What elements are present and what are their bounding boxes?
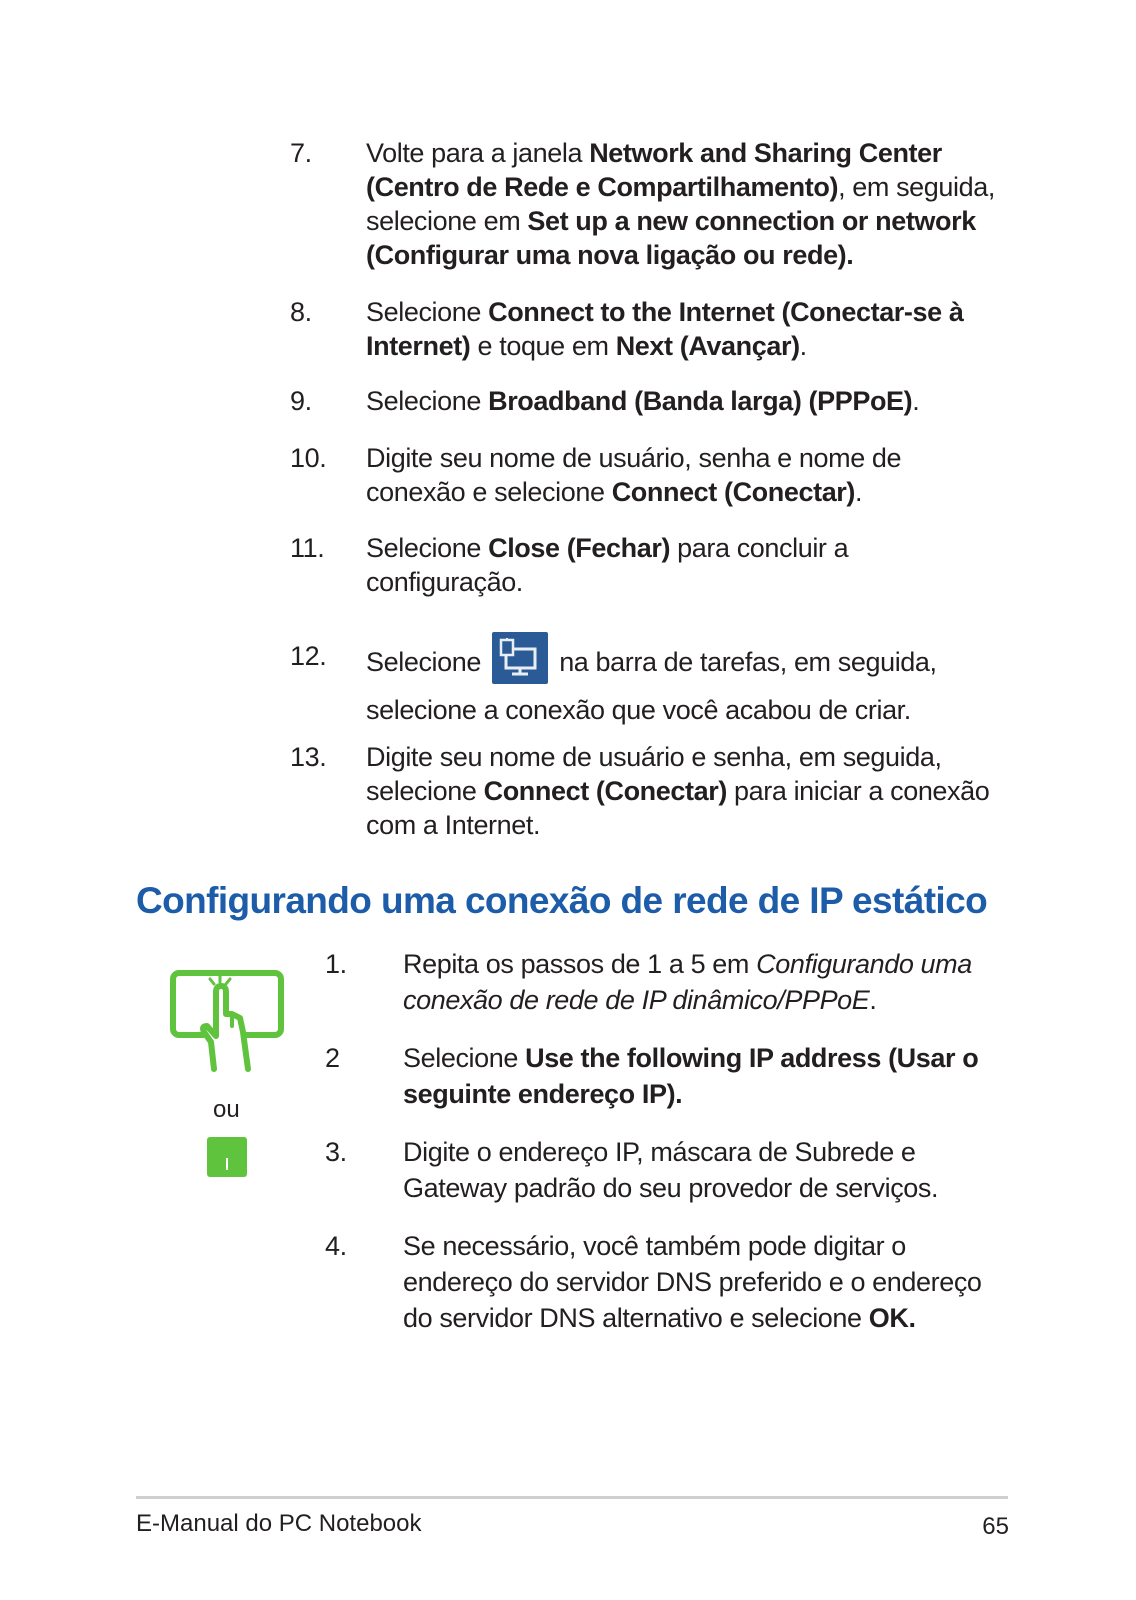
text-run: Selecione xyxy=(366,386,489,416)
bold-text: Use the following IP address (Usar o seguinte endereço IP). xyxy=(403,1043,979,1109)
step-text xyxy=(366,136,1006,272)
network-taskbar-icon xyxy=(492,632,548,684)
text-run: Digite seu nome de usuário, senha e nome de conexão e selecione xyxy=(366,443,902,507)
tap-touchscreen-icon xyxy=(170,970,286,1074)
bold-text: Connect (Conectar) xyxy=(611,477,856,507)
bold-text: Connect (Conectar) xyxy=(483,776,727,806)
bold-text: Network and Sharing Center (Centro de Rede e Compartilhamento) xyxy=(366,138,942,202)
step-text xyxy=(366,531,1006,599)
enter-key-icon xyxy=(207,1137,247,1177)
italic-text: Configurando uma conexão de rede de IP dinâmico/PPPoE xyxy=(403,949,972,1015)
section-heading: Configurando uma conexão de rede de IP estático xyxy=(136,880,988,921)
bold-text: Close (Fechar) xyxy=(488,533,671,563)
text-run: Volte para a janela xyxy=(366,138,590,168)
step-number: 8. xyxy=(290,297,312,327)
text-run: Se necessário, você também pode digitar o endereço do servidor DNS preferido e o endereço do servidor DNS alternativo e selecione xyxy=(403,1231,982,1333)
text-run: na barra de tarefas, em seguida, selecione a conexão que você acabou de criar. xyxy=(366,647,937,725)
bold-text: OK. xyxy=(868,1303,916,1333)
text-run: para concluir a configuração. xyxy=(366,533,849,597)
bold-text: Set up a new connection or network (Configurar uma nova ligação ou rede). xyxy=(366,206,976,270)
footer-divider xyxy=(136,1496,1008,1499)
footer-title: E-Manual do PC Notebook xyxy=(136,1510,422,1537)
step-text xyxy=(403,1040,1015,1112)
step-number: 9. xyxy=(290,386,312,416)
step-number: 4. xyxy=(325,1231,347,1261)
step-text xyxy=(366,295,1006,363)
text-run: Digite o endereço IP, máscara de Subrede e Gateway padrão do seu provedor de serviços. xyxy=(403,1137,939,1203)
step-text xyxy=(366,632,1006,734)
page-number: 65 xyxy=(982,1513,1009,1540)
step-number: 3. xyxy=(325,1137,347,1167)
text-run: . xyxy=(869,985,877,1015)
step-number: 12. xyxy=(290,641,327,671)
step-number: 7. xyxy=(290,138,312,168)
step-number: 11. xyxy=(290,533,325,563)
text-run: e toque em xyxy=(470,331,616,361)
text-run: Selecione xyxy=(366,297,489,327)
step-text xyxy=(403,1134,1015,1206)
text-run: Repita os passos de 1 a 5 em xyxy=(403,949,757,979)
step-number: 1. xyxy=(325,949,347,979)
step-number: 2 xyxy=(325,1043,340,1073)
step-text xyxy=(403,1228,1015,1336)
text-run: Selecione xyxy=(403,1043,526,1073)
step-text xyxy=(366,441,1006,509)
step-text xyxy=(366,740,1006,842)
text-run: , em seguida, selecione em xyxy=(366,172,995,236)
step-number: 10. xyxy=(290,443,327,473)
text-run: Selecione xyxy=(366,647,489,677)
text-run: para iniciar a conexão com a Internet. xyxy=(366,776,990,840)
text-run: . xyxy=(912,386,920,416)
bold-text: Broadband (Banda larga) (PPPoE) xyxy=(488,386,913,416)
text-run: . xyxy=(799,331,807,361)
or-label: ou xyxy=(213,1096,240,1123)
step-text xyxy=(403,946,1015,1018)
bold-text: Next (Avançar) xyxy=(615,331,800,361)
step-number: 13. xyxy=(290,742,327,772)
text-run: . xyxy=(855,477,863,507)
step-text xyxy=(366,384,1006,418)
text-run: Selecione xyxy=(366,533,489,563)
bold-text: Connect to the Internet (Conectar-se à Internet) xyxy=(366,297,964,361)
text-run: Digite seu nome de usuário e senha, em seguida, selecione xyxy=(366,742,942,806)
